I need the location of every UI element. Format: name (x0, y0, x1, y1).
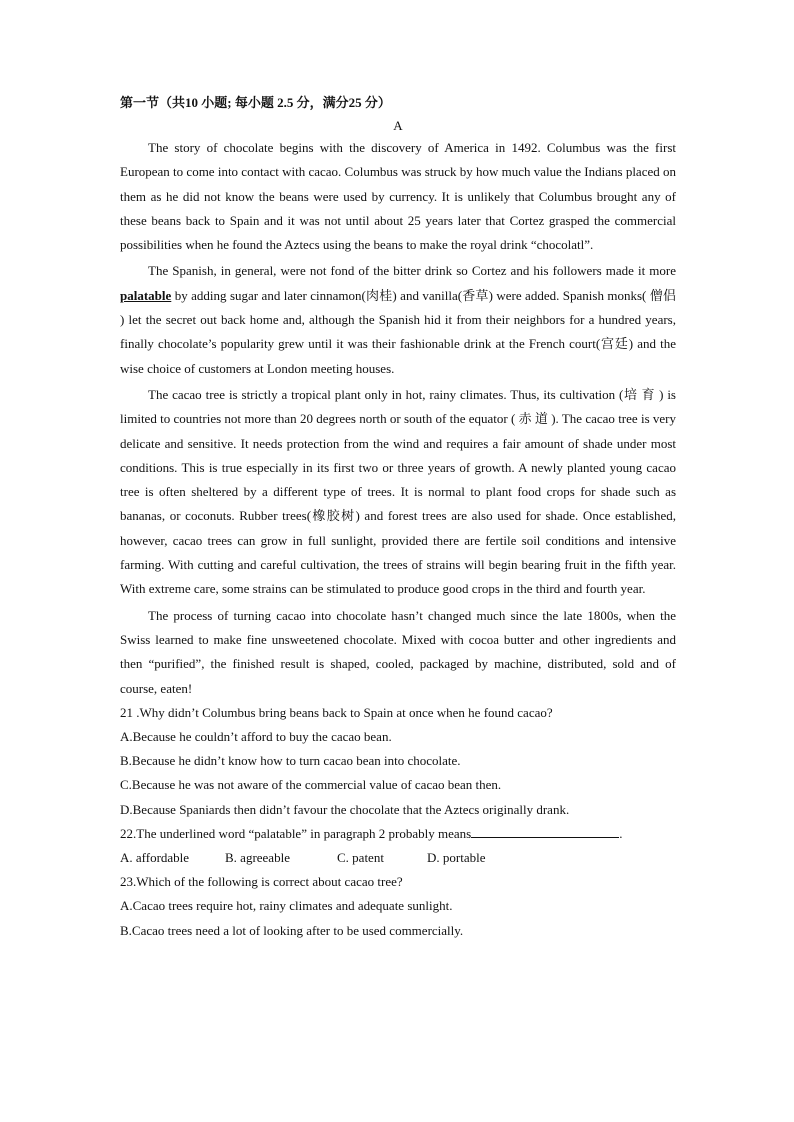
question-22-stem: 22.The underlined word “palatable” in paragraph 2 probably means (120, 825, 472, 841)
question-22-option-a: A. affordable (120, 850, 190, 866)
question-22-options (120, 846, 676, 870)
paragraph-4: The process of turning cacao into chocolate hasn’t changed much since the late 1800s, when the Swiss learned to make fine unsweetened chocolate. Mixed with cocoa butter and other ingredients and then “purified”, the finished result is shaped, cooled, packaged by machine, distributed, sold and of course, eaten! (120, 607, 676, 696)
paragraph-2-text-after: by adding sugar and later cinnamon(肉桂) and vanilla(香草) were added. Spanish monks( 僧侣 ) let the secret out back home and, although the Spanish hid it from their neighbors for a hundred years, finally chocolate’s popularity grew until it was their fashionable drink at the French court(宫廷) and the wise choice of customers at London meeting houses. (120, 287, 676, 376)
question-21-option-a: A.Because he couldn’t afford to buy the cacao bean. (120, 729, 392, 745)
question-22-option-d: D. portable (427, 850, 486, 866)
passage-label: A (393, 118, 403, 133)
question-23-option-b: B.Cacao trees need a lot of looking after to be used commercially. (120, 922, 464, 938)
exam-page (120, 93, 676, 943)
question-21-option-d: D.Because Spaniards then didn’t favour the chocolate that the Aztecs originally drank. (120, 801, 570, 817)
question-22-stem-end: . (619, 825, 623, 841)
question-21-option-b: B.Because he didn’t know how to turn cacao bean into chocolate. (120, 753, 461, 769)
question-23-stem: 23.Which of the following is correct about cacao tree? (120, 874, 403, 890)
underlined-word: palatable (120, 287, 172, 303)
question-21-stem: 21 .Why didn’t Columbus bring beans back to Spain at once when he found cacao? (120, 704, 553, 720)
paragraph-3: The cacao tree is strictly a tropical plant only in hot, rainy climates. Thus, its cultivation (培 育 ) is limited to countries not more than 20 degrees north or south of the equator ( 赤 道 ). The cacao tree is very delicate and sensitive. It needs protection from the wind and requires a fair amount of shade under most conditions. This is true especially in its first two or three years of growth. A newly planted young cacao tree is often sheltered by a different type of trees. It is normal to plant food crops for shade such as bananas, or coconuts. Rubber trees(橡胶树) and forest trees are also used for shade. Once established, however, cacao trees can grow in full sunlight, provided there are fertile soil conditions and intensive farming. With cutting and careful cultivation, the trees of strains will begin bearing fruit in the fifth year. With extreme care, some strains can be stimulated to produce good crops in the third and fourth year. (120, 386, 676, 597)
paragraph-2-text-before: The Spanish, in general, were not fond of the bitter drink so Cortez and his followers made it more (148, 263, 676, 279)
question-22-option-c: C. patent (337, 850, 384, 866)
question-21-option-c: C.Because he was not aware of the commercial value of cacao bean then. (120, 777, 502, 793)
paragraph-1: The story of chocolate begins with the discovery of America in 1492. Columbus was the first European to come into contact with cacao. Columbus was struck by how much value the Indians placed on them as he did not know the beans were used by currency. It is unlikely that Columbus brought any of these beans back to Spain and it was not until about 25 years later that Cortez grasped the commercial possibilities when he found the Aztecs using the beans to make the royal drink “chocolatl”. (120, 140, 676, 253)
question-22-stem-line (120, 822, 676, 846)
question-22-option-b: B. agreeable (225, 850, 290, 866)
section-title: 第一节（共10 小题; 每小题 2.5 分，满分25 分） (120, 95, 391, 110)
answer-blank (471, 825, 619, 838)
paragraph-2 (120, 259, 676, 380)
question-23-option-a: A.Cacao trees require hot, rainy climates and adequate sunlight. (120, 898, 453, 914)
